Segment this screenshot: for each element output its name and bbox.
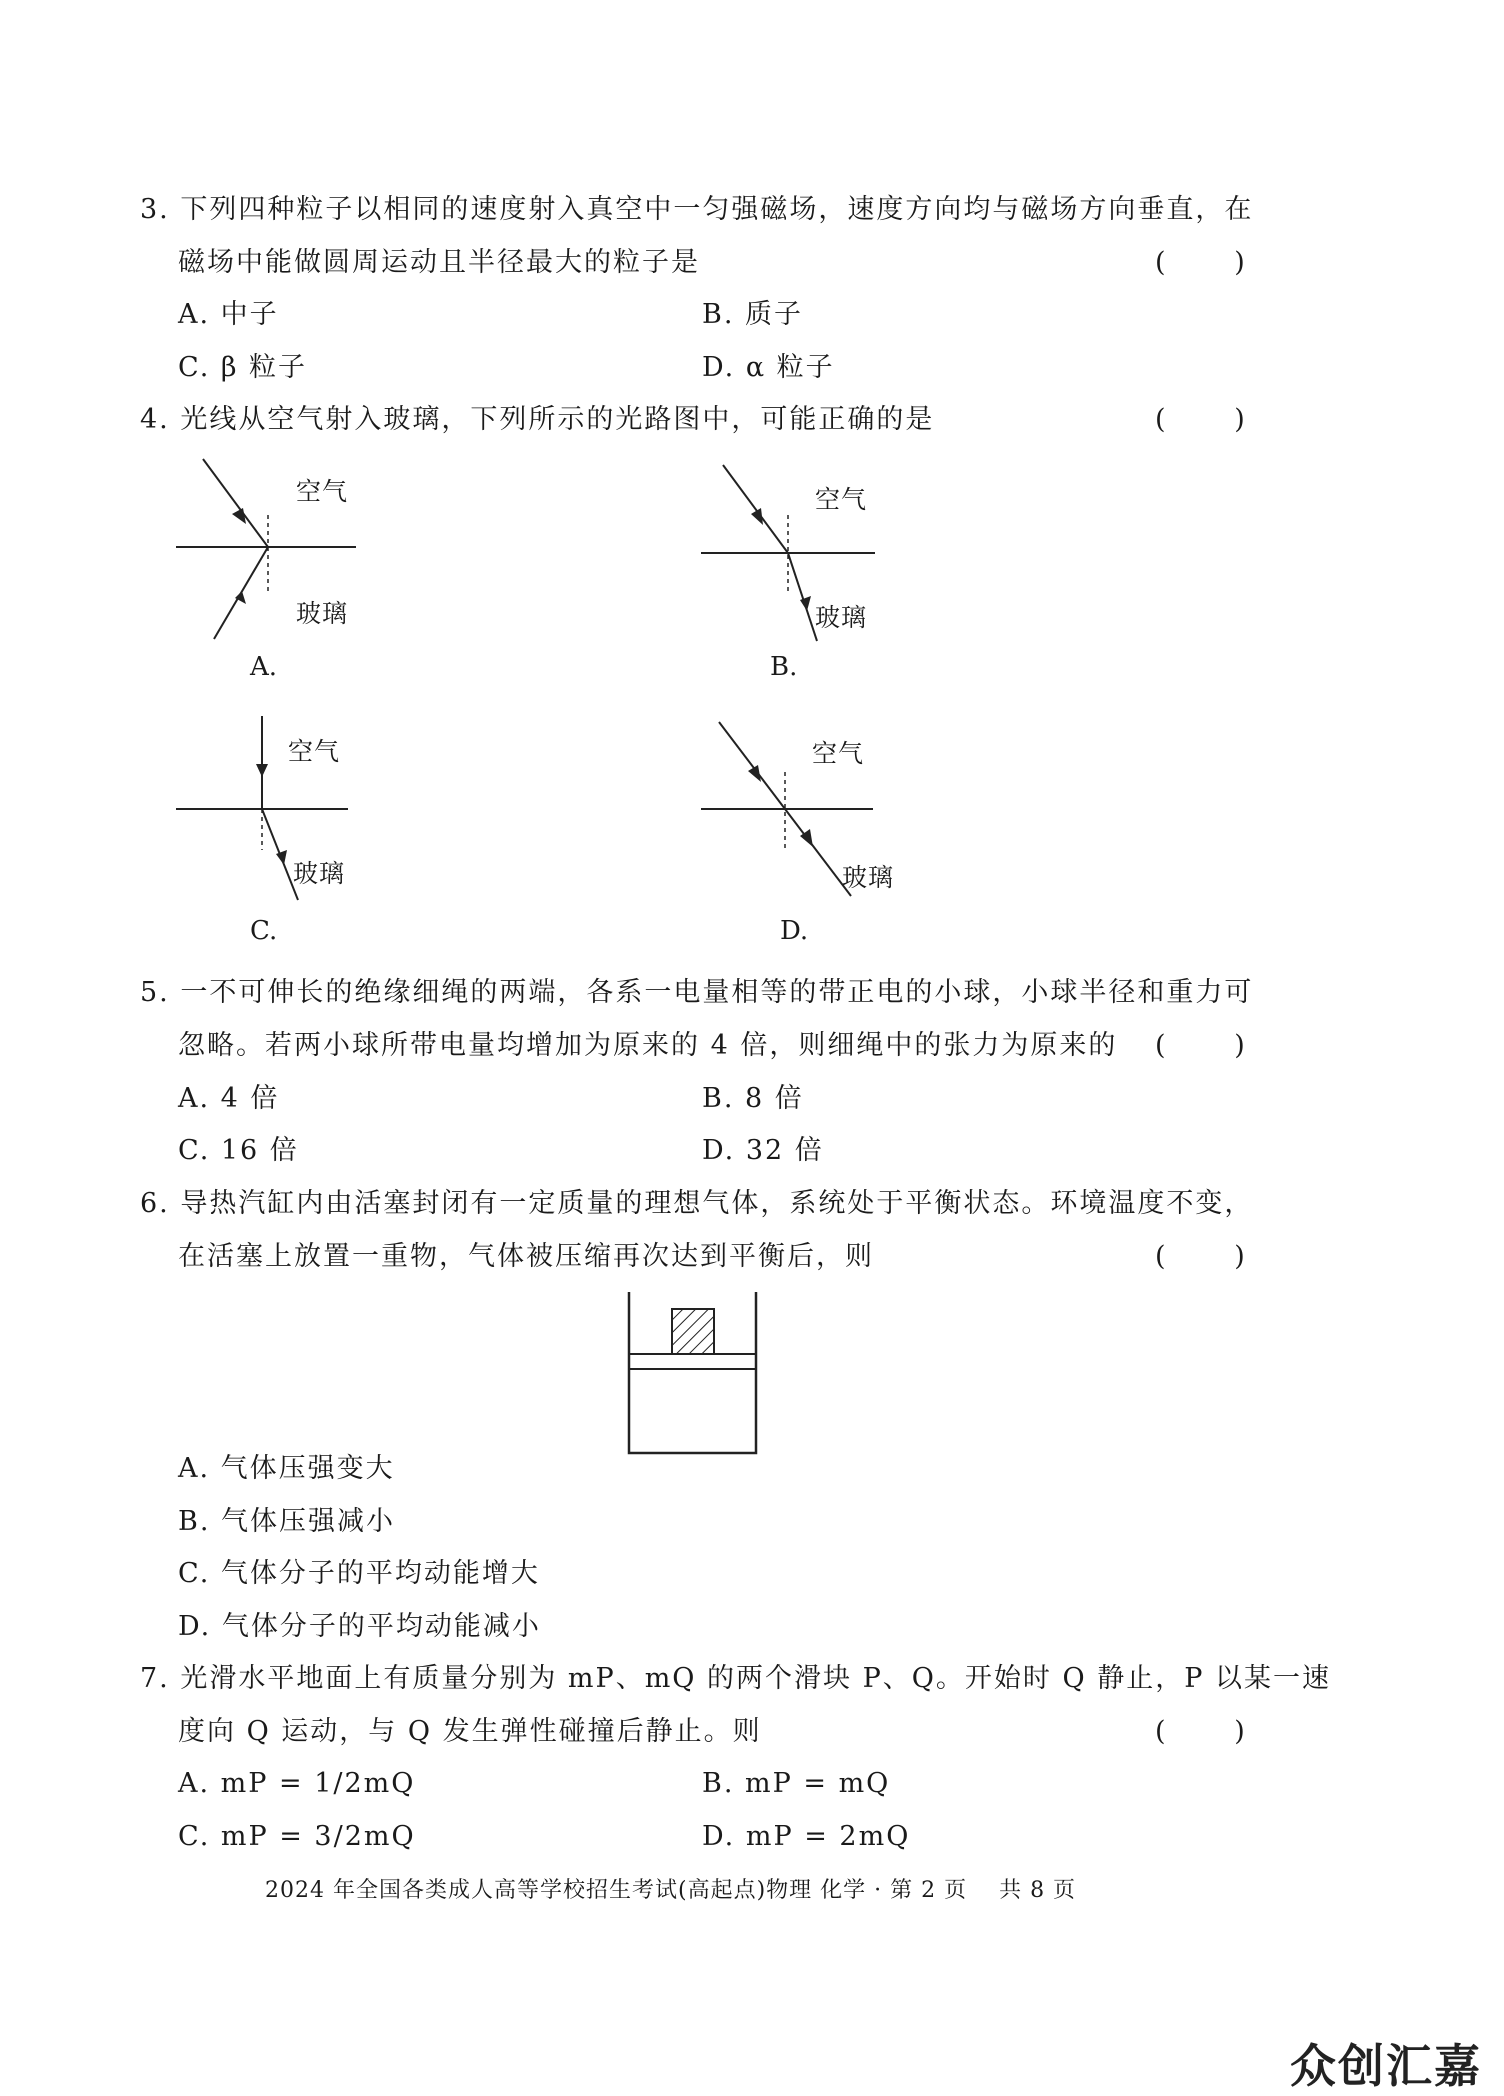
q6-stem-line2: 在活塞上放置一重物，气体被压缩再次达到平衡后，则 (178, 1241, 874, 1272)
q7-answer-blank: ( ) (1155, 1716, 1245, 1747)
q4-b-air-label: 空气 (815, 485, 868, 514)
q3-option-b: B. 质子 (702, 299, 804, 330)
q7-option-b: B. mP = mQ (702, 1768, 891, 1799)
q4-answer-blank: ( ) (1155, 404, 1245, 435)
q4-c-glass-label: 玻璃 (293, 859, 346, 888)
q5-option-a: A. 4 倍 (178, 1083, 280, 1114)
q3-answer-blank: ( ) (1155, 247, 1245, 278)
q4-stem-line1: 4. 光线从空气射入玻璃，下列所示的光路图中，可能正确的是 (140, 404, 935, 435)
q5-stem-line2: 忽略。若两小球所带电量均增加为原来的 4 倍，则细绳中的张力为原来的 (178, 1030, 1118, 1061)
q4-d-glass-label: 玻璃 (842, 863, 895, 892)
q6-option-a: A. 气体压强变大 (178, 1453, 395, 1484)
page-footer: 2024 年全国各类成人高等学校招生考试(高起点)物理 化学 · 第 2 页 共 8 页 (265, 1878, 1077, 1903)
q6-answer-blank: ( ) (1155, 1241, 1245, 1272)
q3-stem-line1: 3. 下列四种粒子以相同的速度射入真空中一匀强磁场，速度方向均与磁场方向垂直，在 (140, 194, 1254, 225)
q6-stem-line1: 6. 导热汽缸内由活塞封闭有一定质量的理想气体，系统处于平衡状态。环境温度不变， (140, 1188, 1254, 1219)
q4-a-glass-label: 玻璃 (296, 599, 349, 628)
q5-option-d: D. 32 倍 (702, 1135, 824, 1166)
q3-option-a: A. 中子 (178, 299, 279, 330)
q5-option-c: C. 16 倍 (178, 1135, 299, 1166)
q6-cylinder-diagram (625, 1290, 760, 1455)
q5-answer-blank: ( ) (1155, 1030, 1245, 1061)
q6-option-d: D. 气体分子的平均动能减小 (178, 1611, 541, 1642)
q7-stem-line2: 度向 Q 运动，与 Q 发生弹性碰撞后静止。则 (178, 1716, 762, 1747)
q7-option-c: C. mP = 3/2mQ (178, 1821, 416, 1852)
q6-option-c: C. 气体分子的平均动能增大 (178, 1558, 540, 1589)
q4-a-air-label: 空气 (296, 477, 349, 506)
q7-option-a: A. mP = 1/2mQ (178, 1768, 416, 1799)
q5-stem-line1: 5. 一不可伸长的绝缘细绳的两端，各系一电量相等的带正电的小球，小球半径和重力可 (140, 977, 1254, 1008)
q5-option-b: B. 8 倍 (702, 1083, 804, 1114)
q3-stem-line2: 磁场中能做圆周运动且半径最大的粒子是 (178, 247, 700, 278)
q3-option-c: C. β 粒子 (178, 352, 308, 383)
q7-stem-line1: 7. 光滑水平地面上有质量分别为 mP、mQ 的两个滑块 P、Q。开始时 Q 静止，P 以某一速 (140, 1663, 1331, 1694)
q4-option-b-label: B. (770, 652, 798, 682)
q4-b-glass-label: 玻璃 (815, 603, 868, 632)
q3-option-d: D. α 粒子 (702, 352, 835, 383)
q4-c-air-label: 空气 (288, 737, 341, 766)
q4-option-a-label: A. (250, 652, 278, 682)
q4-option-c-label: C. (250, 916, 278, 946)
watermark-logo: 众创汇嘉 (1290, 2039, 1482, 2093)
q4-option-d-label: D. (780, 916, 809, 946)
q7-option-d: D. mP = 2mQ (702, 1821, 911, 1852)
q6-option-b: B. 气体压强减小 (178, 1506, 396, 1537)
q4-d-air-label: 空气 (812, 739, 865, 768)
